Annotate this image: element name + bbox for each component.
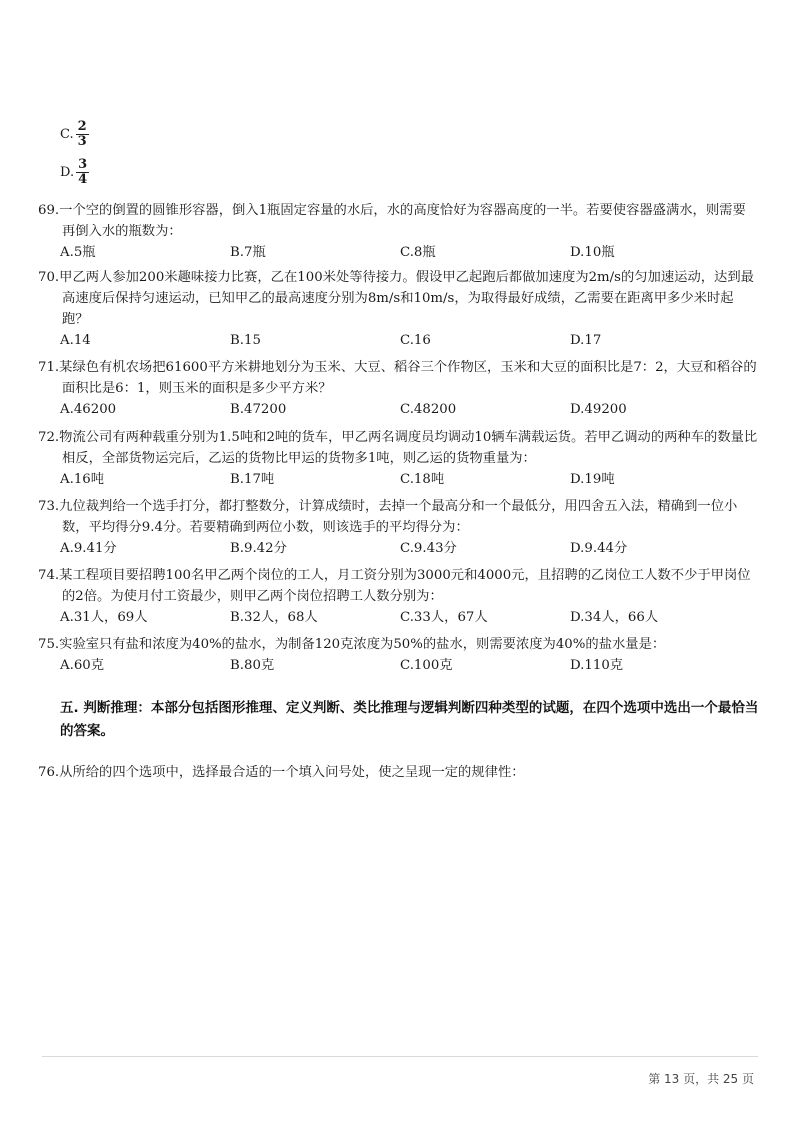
option-b: B.32人，68人 [230, 610, 318, 625]
fraction [76, 120, 89, 149]
option-d: D.10瓶 [570, 245, 615, 260]
option-row [60, 538, 758, 559]
numerator: 2 [77, 119, 87, 134]
option-row [60, 330, 758, 351]
denominator: 4 [78, 172, 88, 187]
option-d: D.49200 [570, 402, 627, 417]
option-row [60, 655, 758, 676]
denominator: 3 [77, 134, 87, 149]
option-b: B.17吨 [230, 472, 275, 487]
option-row [60, 607, 758, 628]
option-row [60, 399, 758, 420]
option-c: C.48200 [400, 402, 457, 417]
option-b: B.15 [230, 333, 261, 348]
page-number: 第 13 页，共 25 页 [648, 1072, 754, 1086]
option-c: C.16 [400, 333, 431, 348]
question-74 [38, 565, 758, 628]
option-b: B.80克 [230, 658, 275, 673]
question-71 [38, 357, 758, 420]
option-a: A.9.41分 [60, 541, 117, 556]
question-stem: 72.物流公司有两种载重分别为1.5吨和2吨的货车，甲乙两名调度员均调动10辆车满载运货。若甲乙调动的两种车的数量比相反，全部货物运完后，乙运的货物比甲运的货物多1吨，则乙运的货物重量为： [38, 430, 758, 466]
option-c: C.18吨 [400, 472, 445, 487]
option-a: A.14 [60, 333, 91, 348]
question-stem: 70.甲乙两人参加200米趣味接力比赛，乙在100米处等待接力。假设甲乙起跑后都做加速度为2m/s的匀加速运动，达到最高速度后保持匀速运动，已知甲乙的最高速度分别为8m/s和10m/s，为取得最好成绩，乙需要在距离甲多少米时起跑？ [38, 270, 754, 327]
question-stem: 75.实验室只有盐和浓度为40%的盐水，为制备120克浓度为50%的盐水，则需要浓度为40%的盐水量是： [38, 637, 666, 652]
footer-divider [42, 1056, 758, 1057]
option-b: B.7瓶 [230, 245, 266, 260]
question-72 [38, 427, 758, 490]
option-a: A.31人，69人 [60, 610, 148, 625]
option-d: D.19吨 [570, 472, 615, 487]
numerator: 3 [78, 157, 88, 172]
option-d: D.110克 [570, 658, 624, 673]
option-b: B.9.42分 [230, 541, 287, 556]
option-row [60, 469, 758, 490]
option-row [60, 242, 758, 263]
option-a: A.16吨 [60, 472, 105, 487]
option-c: C.8瓶 [400, 245, 436, 260]
option-a: A.60克 [60, 658, 105, 673]
question-stem: 69.一个空的倒置的圆锥形容器，倒入1瓶固定容量的水后，水的高度恰好为容器高度的一半。若要使容器盛满水，则需要再倒入水的瓶数为： [38, 203, 746, 239]
option-d: D.9.44分 [570, 541, 628, 556]
question-70 [38, 267, 758, 351]
option-letter: D. [60, 165, 75, 180]
option-a: A.5瓶 [60, 245, 96, 260]
section-heading: 五. 判断推理：本部分包括图形推理、定义判断、类比推理与逻辑判断四种类型的试题，在四个选项中选出一个最恰当的答案。 [60, 700, 759, 739]
option-c-fraction [60, 120, 89, 149]
question-stem: 71.某绿色有机农场把61600平方米耕地划分为玉米、大豆、稻谷三个作物区，玉米和大豆的面积比是7：2，大豆和稻谷的面积比是6：1，则玉米的面积是多少平方米？ [38, 360, 757, 396]
question-75 [38, 634, 758, 676]
option-d: D.34人，66人 [570, 610, 659, 625]
question-stem: 74.某工程项目要招聘100名甲乙两个岗位的工人，月工资分别为3000元和4000元，且招聘的乙岗位工人数不少于甲岗位的2倍。为使月付工资最少，则甲乙两个岗位招聘工人数分别为： [38, 568, 751, 604]
option-d-fraction [60, 158, 89, 187]
option-c: C.33人，67人 [400, 610, 488, 625]
option-letter: C. [60, 127, 74, 142]
question-76: 76.从所给的四个选项中，选择最合适的一个填入问号处，使之呈现一定的规律性： [38, 765, 525, 780]
question-73 [38, 496, 758, 559]
option-a: A.46200 [60, 402, 117, 417]
fraction [76, 158, 89, 187]
question-69 [38, 200, 758, 263]
option-c: C.100克 [400, 658, 453, 673]
option-d: D.17 [570, 333, 602, 348]
option-c: C.9.43分 [400, 541, 457, 556]
question-stem: 73.九位裁判给一个选手打分，都打整数分，计算成绩时，去掉一个最高分和一个最低分，用四舍五入法，精确到一位小数，平均得分9.4分。若要精确到两位小数，则该选手的平均得分为： [38, 499, 738, 535]
option-b: B.47200 [230, 402, 287, 417]
